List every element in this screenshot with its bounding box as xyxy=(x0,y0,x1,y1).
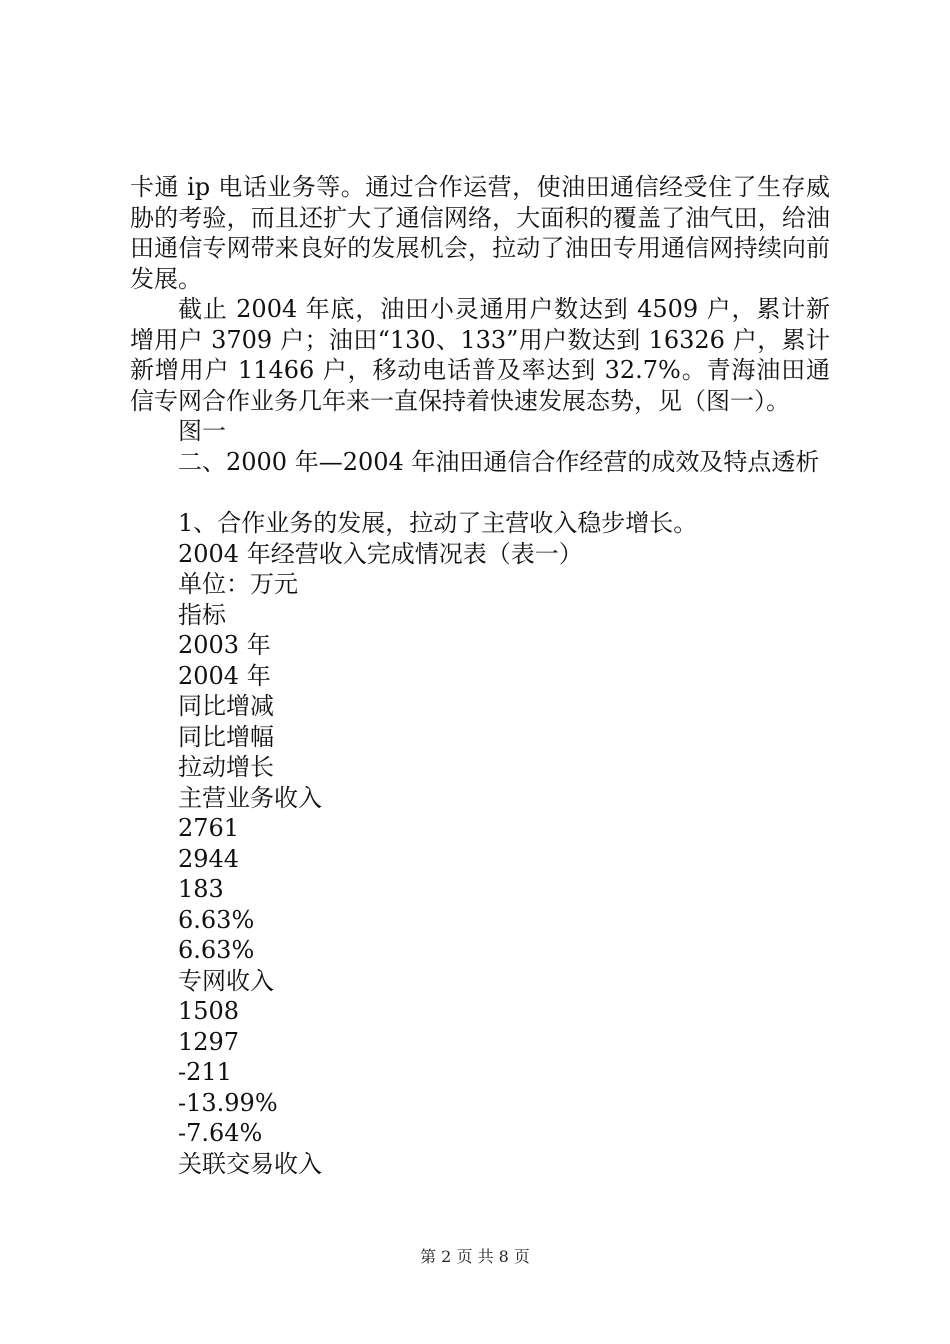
table-cell: -7.64% xyxy=(178,1119,263,1147)
section-heading: 二、2000 年—2004 年油田通信合作经营的成效及特点透析 xyxy=(178,447,820,476)
table-header-cell: 拉动增长 xyxy=(178,753,274,781)
table-title: 2004 年经营收入完成情况表（表一） xyxy=(178,539,583,568)
blank-line xyxy=(130,477,830,508)
table-cell: 6.63% xyxy=(178,905,255,934)
table-cell: 183 xyxy=(178,875,224,903)
table-cell: 2944 xyxy=(178,844,240,873)
table-cell: 1297 xyxy=(178,1027,240,1056)
table-row xyxy=(130,966,830,1149)
table-cell: 专网收入 xyxy=(178,966,274,995)
figure-caption: 图一 xyxy=(178,417,226,445)
table-cell: 2761 xyxy=(178,814,240,842)
table-header-cell: 同比增幅 xyxy=(178,722,274,751)
table-cell: -211 xyxy=(178,1058,232,1086)
table-cell: 关联交易收入 xyxy=(178,1149,322,1178)
table-cell: -13.99% xyxy=(178,1088,278,1117)
table-header-cell: 指标 xyxy=(178,600,226,629)
unit-label: 单位：万元 xyxy=(178,570,298,598)
table-header-cell: 同比增减 xyxy=(178,692,274,720)
table-row xyxy=(130,783,830,966)
subsection-heading: 1、合作业务的发展，拉动了主营收入稳步增长。 xyxy=(178,509,698,537)
table-row xyxy=(130,1149,830,1180)
document-body xyxy=(130,172,830,1179)
paragraph-2: 截止 2004 年底，油田小灵通用户数达到 4509 户，累计新增用户 3709 户；油田“130、133”用户数达到 16326 户，累计新增用户 11466 户，移动电话普及率达到 32.7%。青海油田通信专网合作业务几年来一直保持着快速发展态势，见（图一）。 xyxy=(130,295,830,415)
table-cell: 6.63% xyxy=(178,936,255,964)
paragraph-1: 卡通 ip 电话业务等。通过合作运营，使油田通信经受住了生存威胁的考验，而且还扩大了通信网络，大面积的覆盖了油气田，给油田通信专网带来良好的发展机会，拉动了油田专用通信网持续向前发展。 xyxy=(130,173,830,293)
table-cell: 主营业务收入 xyxy=(178,783,322,812)
table-headers xyxy=(130,600,830,783)
table-header-cell: 2004 年 xyxy=(178,661,271,690)
page-footer: 第 2 页 共 8 页 xyxy=(420,1247,530,1266)
table-header-cell: 2003 年 xyxy=(178,631,271,659)
table-cell: 1508 xyxy=(178,997,240,1025)
